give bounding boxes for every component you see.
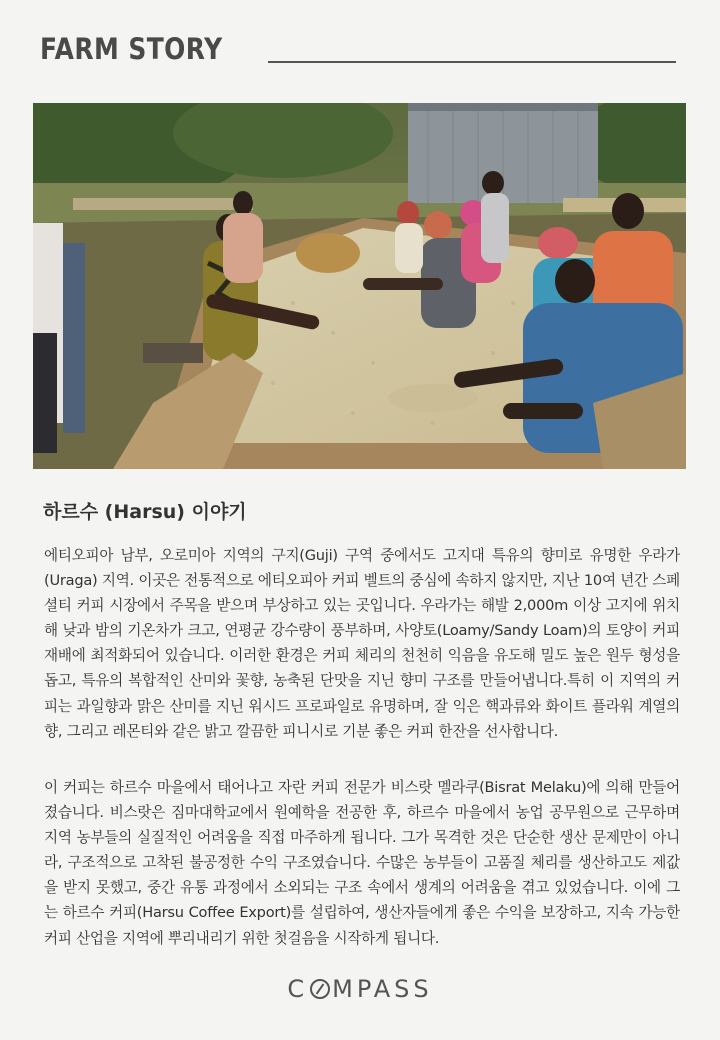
story-paragraph-1: 에티오피아 남부, 오로미아 지역의 구지(Guji) 구역 중에서도 고지대 특유의 향미로 유명한 우라가(Uraga) 지역. 이곳은 전통적으로 에티오피아 커피 벨트의 중심에 속하지 않지만, 지난 10여 년간 스페셜티 커피 시장에서 주목을 받으며 부상하고 있는 곳입니다. 우라가는 해발 2,000m 이상 고지에 위치해 낮과 밤의 기온차가 크고, 연평균 강수량이 풍부하며, 사양토(Loamy/Sandy Loam)의 토양이 커피 재배에 최적화되어 있습니다. 이러한 환경은 커피 체리의 천천히 익음을 유도해 밀도 높은 원두 형성을 돕고, 특유의 복합적인 산미와 꽃향, 농축된 단맛을 지닌 향미 구조를 만들어냅니다.특히 이 지역의 커피는 과일향과 맑은 산미를 지닌 워시드 프로파일로 유명하며, 잘 익은 핵과류와 화이트 플라워 계열의 향, 그리고 레몬티와 같은 밝고 깔끔한 피니시로 기분 좋은 커피 한잔을 선사합니다. [44,547,680,740]
compass-o-icon [310,979,330,999]
page-header [40,30,680,74]
page-title: FARM STORY [40,32,223,66]
brand-logo [0,975,720,1003]
header-divider [268,61,676,63]
brand-logo-suffix: MPASS [332,975,433,1003]
farm-photo [33,103,686,469]
farm-photo-illustration [33,103,686,469]
story-title: 하르수 (Harsu) 이야기 [43,501,247,523]
story-paragraph-2: 이 커피는 하르수 마을에서 태어나고 자란 커피 전문가 비스랏 멜라쿠(Bisrat Melaku)에 의해 만들어졌습니다. 비스랏은 짐마대학교에서 원예학을 전공한 후, 하르수 마을에서 농업 공무원으로 근무하며 지역 농부들의 실질적인 어려움을 직접 마주하게 됩니다. 그가 목격한 것은 단순한 생산 문제만이 아니라, 구조적으로 고착된 불공정한 수익 구조였습니다. 수많은 농부들이 고품질 체리를 생산하고도 제값을 받지 못했고, 중간 유통 과정에서 소외되는 구조 속에서 생계의 어려움을 겪고 있었습니다. 이에 그는 하르수 커피(Harsu Coffee Export)를 설립하여, 생산자들에게 좋은 수익을 보장하고, 지속 가능한 커피 산업을 지역에 뿌리내리기 위한 첫걸음을 시작하게 됩니다. [44,779,680,947]
brand-logo-prefix: C [287,975,309,1003]
